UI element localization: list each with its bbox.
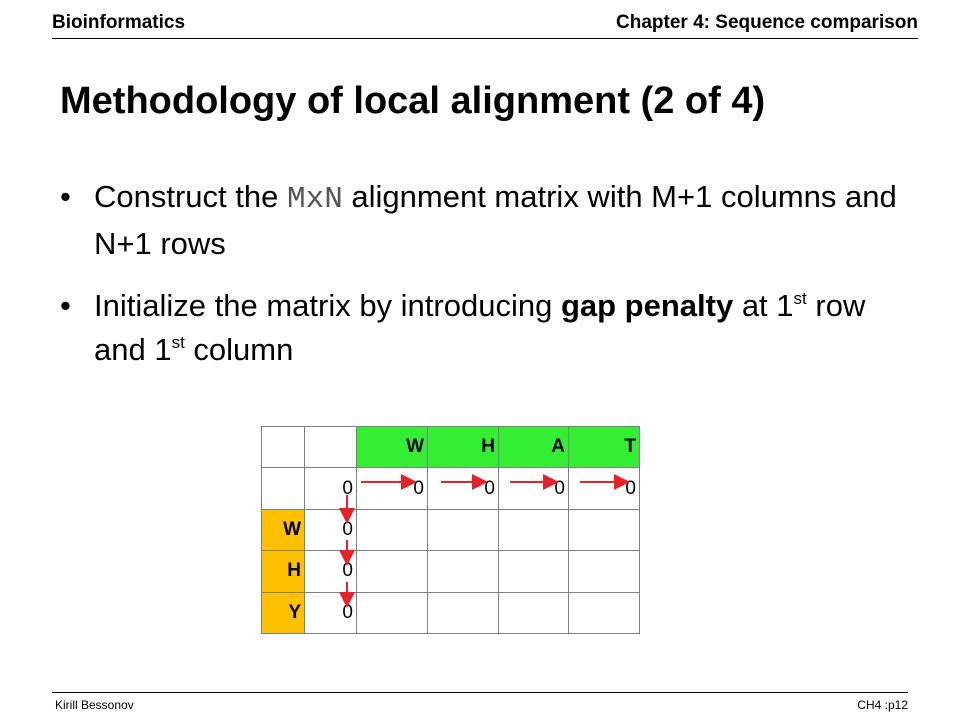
course-title: Bioinformatics <box>52 12 186 33</box>
matrix-table <box>261 426 640 634</box>
bullet-item <box>60 284 910 372</box>
slide-header <box>52 8 918 39</box>
matrix-row <box>262 592 640 633</box>
bullet-dot-icon: • <box>60 179 71 214</box>
matrix-cell-empty <box>357 551 428 592</box>
matrix-cell: 0 <box>499 468 569 509</box>
footer-page: CH4 :p12 <box>857 698 908 712</box>
col-header: A <box>499 427 569 468</box>
matrix-cell: 0 <box>305 509 357 550</box>
bullet-text: Construct the <box>94 179 287 214</box>
bullet-text: row and 1 <box>94 288 866 367</box>
row-header: W <box>262 509 305 550</box>
bullet-text: Initialize the matrix by introducing <box>94 288 561 323</box>
matrix-cell-empty <box>305 427 357 468</box>
matrix-row <box>262 551 640 592</box>
bold-text: gap penalty <box>560 288 734 323</box>
matrix-cell-empty <box>569 509 640 550</box>
matrix-cell-empty <box>428 592 499 633</box>
bullet-text: alignment matrix with M+1 columns and N+1 rows <box>94 179 897 261</box>
matrix-row <box>262 468 640 509</box>
slide-title: Methodology of local alignment (2 of 4) <box>60 80 766 122</box>
chapter-title: Chapter 4: Sequence comparison <box>616 12 918 33</box>
matrix-cell: 0 <box>569 468 640 509</box>
matrix-cell-empty <box>262 427 305 468</box>
matrix-row <box>262 509 640 550</box>
bullet-list <box>60 175 910 390</box>
matrix-cell-empty <box>428 551 499 592</box>
matrix-cell: 0 <box>305 592 357 633</box>
col-header: T <box>569 427 640 468</box>
row-header: Y <box>262 592 305 633</box>
code-text: MxN <box>286 182 343 217</box>
matrix-cell: 0 <box>357 468 428 509</box>
row-header: H <box>262 551 305 592</box>
matrix-cell-empty <box>499 509 569 550</box>
matrix-cell: 0 <box>428 468 499 509</box>
bullet-text: at 1 <box>733 288 794 323</box>
matrix-cell-empty <box>499 592 569 633</box>
matrix-cell-empty <box>262 468 305 509</box>
matrix-cell-empty <box>428 509 499 550</box>
col-header: W <box>357 427 428 468</box>
superscript: st <box>793 289 807 308</box>
bullet-item <box>60 175 910 266</box>
bullet-dot-icon: • <box>60 288 71 323</box>
matrix-cell-empty <box>357 509 428 550</box>
matrix-cell: 0 <box>305 551 357 592</box>
matrix-cell: 0 <box>305 468 357 509</box>
matrix-row <box>262 427 640 468</box>
matrix-cell-empty <box>569 592 640 633</box>
col-header: H <box>428 427 499 468</box>
bullet-text: column <box>184 332 294 367</box>
matrix-cell-empty <box>569 551 640 592</box>
footer-divider <box>52 692 908 693</box>
matrix-cell-empty <box>499 551 569 592</box>
matrix-cell-empty <box>357 592 428 633</box>
superscript: st <box>171 333 185 352</box>
alignment-matrix <box>261 426 639 634</box>
footer-author: Kirill Bessonov <box>55 698 134 712</box>
